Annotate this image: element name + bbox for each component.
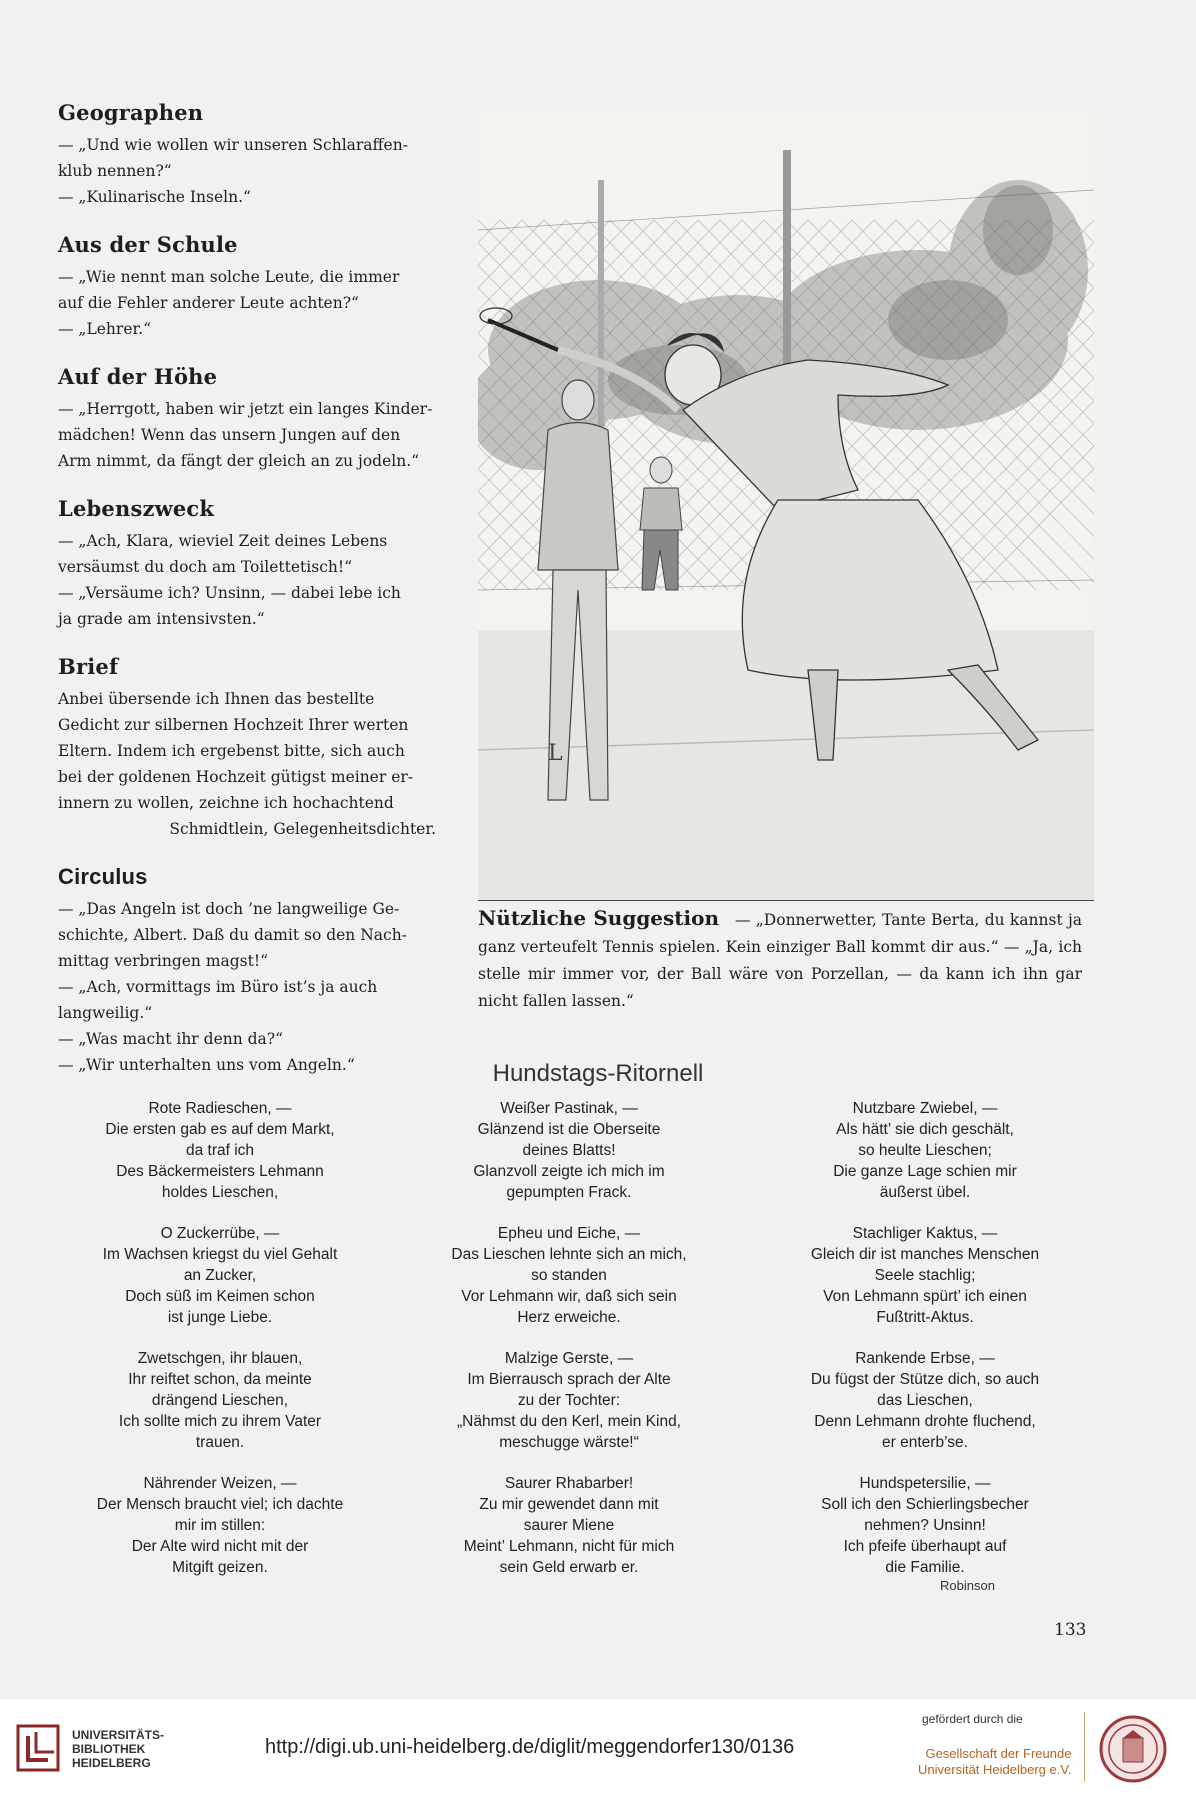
poem-line: Im Bierrausch sprach der Alte [467, 1371, 671, 1388]
poem-line: Meint’ Lehmann, nicht für mich [463, 1538, 675, 1555]
caption-title: Nützliche Suggestion [478, 906, 720, 930]
poem-line: Ich sollte mich zu ihrem Vater [118, 1413, 322, 1430]
poem-line: Nutzbare Zwiebel, — [852, 1100, 998, 1117]
joke-title: Circulus [58, 864, 148, 889]
library-name[interactable] [72, 1728, 164, 1770]
poem-line: Von Lehmann spürt’ ich einen [823, 1288, 1027, 1305]
poem-line: äußerst übel. [879, 1184, 971, 1201]
poem-line: Als hätt’ sie dich geschält, [836, 1121, 1014, 1138]
joke-line: Anbei übersende ich Ihnen das bestellte [58, 690, 375, 708]
society-line: Universität Heidelberg e.V. [918, 1762, 1072, 1777]
poem-line: Hundspetersilie, — [859, 1475, 991, 1492]
joke-signature: Schmidtlein, Gelegenheitsdichter. [169, 820, 436, 838]
poem-stanza [760, 1348, 1090, 1453]
poem-line: drängend Lieschen, [151, 1392, 289, 1409]
poem-line: Nährender Weizen, — [143, 1475, 297, 1492]
joke-line: mittag verbringen magst!“ [58, 952, 269, 970]
poem-line: er enterb’se. [882, 1434, 968, 1451]
joke-title: Brief [58, 654, 119, 679]
poem-line: das Lieschen, [877, 1392, 973, 1409]
poem-line: Vor Lehmann wir, daß sich sein [461, 1288, 677, 1305]
poem-line: so standen [531, 1267, 607, 1284]
joke-line: ja grade am intensivsten.“ [58, 610, 265, 628]
poem-line: Ihr reiftet schon, da meinte [128, 1371, 312, 1388]
poem-stanza [760, 1473, 1090, 1578]
joke-line: — „Wie nennt man solche Leute, die immer [58, 268, 400, 286]
artist-mark: L [548, 741, 563, 766]
joke-item [58, 232, 442, 342]
joke-line: schichte, Albert. Daß du damit so den Nach- [58, 926, 407, 944]
poem-line: saurer Miene [523, 1517, 615, 1534]
poem-line: Doch süß im Keimen schon [125, 1288, 315, 1305]
poem-line: Der Mensch braucht viel; ich dachte [96, 1496, 344, 1513]
illustration-caption [478, 905, 1082, 1015]
poem-line: ist junge Liebe. [167, 1309, 273, 1326]
poem-line: Des Bäckermeisters Lehmann [116, 1163, 324, 1180]
library-line: UNIVERSITÄTS- [72, 1728, 165, 1742]
poem-line: deines Blatts! [522, 1142, 616, 1159]
poem-line: Glanzvoll zeigte ich mich im [473, 1163, 665, 1180]
poem-stanza [55, 1473, 385, 1578]
joke-line: Eltern. Indem ich ergebenst bitte, sich auch [58, 742, 405, 760]
joke-line: — „Kulinarische Inseln.“ [58, 188, 251, 206]
joke-line: — „Ach, Klara, wieviel Zeit deines Lebens [58, 532, 388, 550]
poem-column-1 [55, 1098, 385, 1598]
joke-line: — „Lehrer.“ [58, 320, 152, 338]
joke-line: — „Wir unterhalten uns vom Angeln.“ [58, 1056, 355, 1074]
poem-stanza [760, 1098, 1090, 1203]
poem-line: an Zucker, [183, 1267, 257, 1284]
poem-stanza [404, 1348, 734, 1453]
poem-line: Mitgift geizen. [172, 1559, 268, 1576]
poem-stanza [55, 1098, 385, 1203]
poem-line: Die ersten gab es auf dem Markt, [105, 1121, 335, 1138]
poem-line: Du fügst der Stütze dich, so auch [810, 1371, 1040, 1388]
poem-stanza [404, 1223, 734, 1328]
joke-line: Gedicht zur silbernen Hochzeit Ihrer werten [58, 716, 409, 734]
joke-item [58, 864, 442, 1078]
joke-line: — „Und wie wollen wir unseren Schlaraffen- [58, 136, 408, 154]
joke-line: bei der goldenen Hochzeit gütigst meiner er- [58, 768, 414, 786]
poem-stanza [404, 1473, 734, 1578]
poem-author: Robinson [940, 1578, 995, 1593]
joke-item [58, 100, 442, 210]
poem-stanza [404, 1098, 734, 1203]
funded-by-label: gefördert durch die [922, 1712, 1023, 1726]
caption-text: — „Donnerwetter, Tante Berta, du kannst ja ganz verteufelt Tennis spielen. Kein einziger Ball kommt dir aus.“ — „Ja, ich stelle mir immer vor, der Ball wäre von Porzellan, — da kann ich ihn gar nicht fallen lassen.“ [478, 911, 1082, 1010]
society-line: Gesellschaft der Freunde [925, 1746, 1072, 1761]
tennis-illustration [478, 110, 1094, 901]
footer-bar [0, 1700, 1196, 1793]
poem-line: gepumpten Frack. [506, 1184, 632, 1201]
poem-line: Seele stachlig; [874, 1267, 976, 1284]
poem-line: die Familie. [885, 1559, 965, 1576]
poem-stanza [760, 1223, 1090, 1328]
joke-line: auf die Fehler anderer Leute achten?“ [58, 294, 359, 312]
poem-line: da traf ich [185, 1142, 255, 1159]
poem-line: Fußtritt-Aktus. [876, 1309, 974, 1326]
poem-line: Rankende Erbse, — [855, 1350, 995, 1367]
poem-stanza [55, 1348, 385, 1453]
joke-title: Lebenszweck [58, 496, 215, 521]
poem-line: Zwetschgen, ihr blauen, [137, 1350, 303, 1367]
joke-line: innern zu wollen, zeichne ich hochachtend [58, 794, 394, 812]
joke-line: — „Was macht ihr denn da?“ [58, 1030, 284, 1048]
poem-line: Rote Radieschen, — [148, 1100, 292, 1117]
poem-line: O Zuckerrübe, — [160, 1225, 280, 1242]
poem-title: Hundstags-Ritornell [492, 1060, 704, 1087]
joke-title: Auf der Höhe [58, 364, 218, 389]
poem-line: Zu mir gewendet dann mit [479, 1496, 659, 1513]
joke-line: klub nennen?“ [58, 162, 172, 180]
library-line: BIBLIOTHEK [72, 1742, 146, 1756]
poem-column-3 [760, 1098, 1090, 1598]
footer-divider [1084, 1712, 1085, 1782]
poem-line: Soll ich den Schierlingsbecher [821, 1496, 1029, 1513]
poem-line: Das Lieschen lehnte sich an mich, [451, 1246, 687, 1263]
tennis-drawing [478, 110, 1094, 900]
poem-line: nehmen? Unsinn! [864, 1517, 986, 1534]
poem-line: Gleich dir ist manches Menschen [810, 1246, 1040, 1263]
poem-line: mir im stillen: [174, 1517, 266, 1534]
poem-line: Der Alte wird nicht mit der [131, 1538, 309, 1555]
poem-line: „Nähmst du den Kerl, mein Kind, [457, 1413, 681, 1430]
poem-line: Die ganze Lage schien mir [833, 1163, 1017, 1180]
poem-column-2 [404, 1098, 734, 1598]
permalink-url[interactable]: http://digi.ub.uni-heidelberg.de/diglit/meggendorfer130/0136 [265, 1736, 795, 1758]
joke-line: — „Das Angeln ist doch ’ne langweilige Ge- [58, 900, 400, 918]
poem-line: Weißer Pastinak, — [500, 1100, 638, 1117]
joke-item [58, 496, 442, 632]
poem-line: Im Wachsen kriegst du viel Gehalt [102, 1246, 338, 1263]
poem-line: Denn Lehmann drohte fluchend, [814, 1413, 1036, 1430]
joke-line: — „Versäume ich? Unsinn, — dabei lebe ich [58, 584, 401, 602]
joke-line: versäumst du doch am Toilettetisch!“ [58, 558, 353, 576]
joke-line: mädchen! Wenn das unsern Jungen auf den [58, 426, 401, 444]
poem-line: Ich pfeife überhaupt auf [843, 1538, 1007, 1555]
joke-title: Geographen [58, 100, 204, 125]
poem-line: Malzige Gerste, — [504, 1350, 634, 1367]
joke-title: Aus der Schule [58, 232, 238, 257]
joke-item [58, 654, 442, 842]
joke-line: Arm nimmt, da fängt der gleich an zu jodeln.“ [58, 452, 420, 470]
joke-item [58, 364, 442, 474]
joke-line: langweilig.“ [58, 1004, 153, 1022]
jokes-column [58, 100, 442, 1100]
poem-line: Saurer Rhabarber! [504, 1475, 634, 1492]
library-line: HEIDELBERG [72, 1756, 151, 1770]
poem-line: meschugge wärste!“ [499, 1434, 639, 1451]
poem-line: sein Geld erwarb er. [499, 1559, 639, 1576]
poem-line: Stachliger Kaktus, — [852, 1225, 998, 1242]
poem-line: Epheu und Eiche, — [497, 1225, 641, 1242]
library-logo-icon[interactable] [14, 1722, 62, 1774]
poem-line: zu der Tochter: [517, 1392, 621, 1409]
joke-line: — „Ach, vormittags im Büro ist’s ja auch [58, 978, 378, 996]
joke-line: — „Herrgott, haben wir jetzt ein langes Kinder- [58, 400, 433, 418]
page-number: 133 [1054, 1620, 1087, 1640]
poem-line: Herz erweiche. [517, 1309, 621, 1326]
poem-line: trauen. [195, 1434, 245, 1451]
poem-line: holdes Lieschen, [161, 1184, 279, 1201]
society-link[interactable] [918, 1746, 1071, 1778]
poem-line: so heulte Lieschen; [858, 1142, 992, 1159]
poem-line: Glänzend ist die Oberseite [477, 1121, 661, 1138]
poem-stanza [55, 1223, 385, 1328]
university-seal-icon[interactable] [1098, 1714, 1168, 1784]
